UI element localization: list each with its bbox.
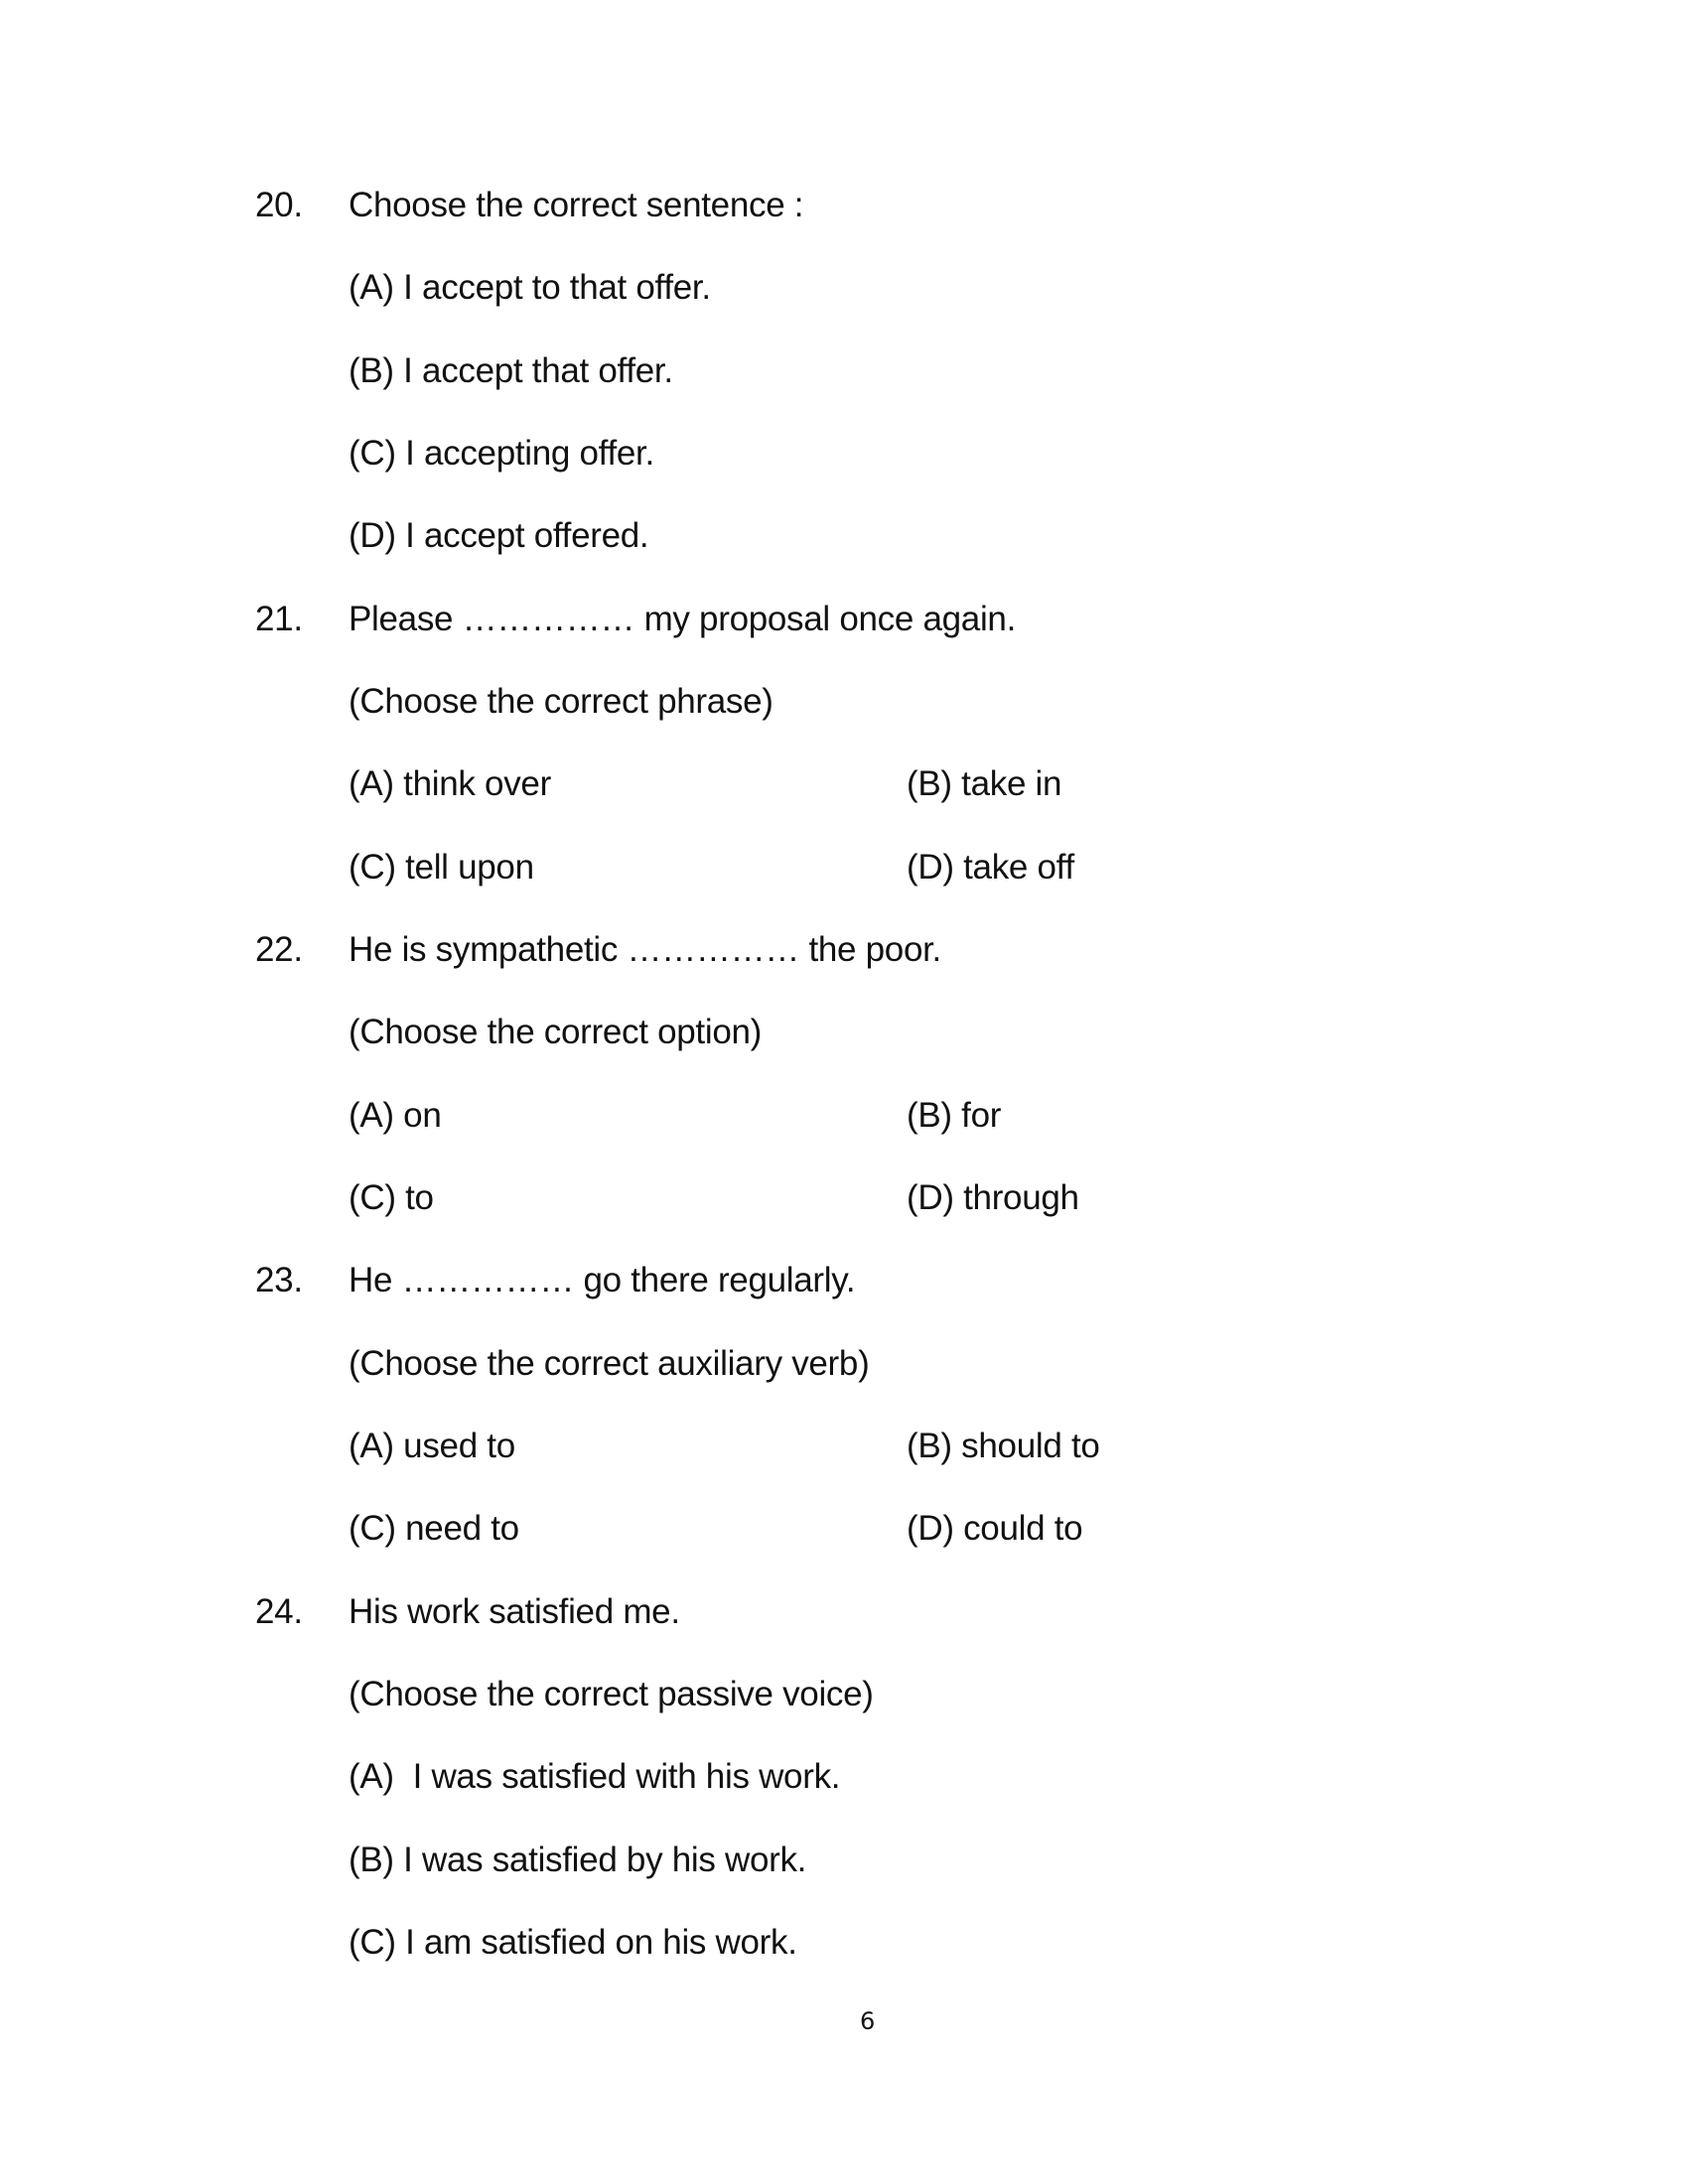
option-b: (B) should to — [907, 1427, 1100, 1465]
question-instruction: (Choose the correct auxiliary verb) — [349, 1344, 870, 1383]
option-d: (D) through — [907, 1178, 1079, 1217]
question-prompt: Choose the correct sentence : — [349, 186, 804, 224]
question-prompt: Please …………… my proposal once again. — [349, 600, 1017, 638]
question-number: 23. — [255, 1261, 303, 1299]
option-c: (C) tell upon — [349, 848, 534, 887]
question-number: 20. — [255, 186, 303, 224]
option-d: (D) take off — [907, 848, 1074, 887]
question-prompt: He …………… go there regularly. — [349, 1261, 856, 1299]
option-b: (B) for — [907, 1096, 1002, 1135]
option-a: (A) think over — [349, 764, 551, 803]
option-b: (B) I was satisfied by his work. — [349, 1841, 807, 1879]
page-number: 6 — [860, 2007, 876, 2035]
option-b: (B) take in — [907, 764, 1062, 803]
option-d: (D) I accept offered. — [349, 516, 649, 555]
option-c: (C) I am satisfied on his work. — [349, 1923, 797, 1962]
option-c: (C) I accepting offer. — [349, 434, 654, 473]
question-number: 21. — [255, 600, 303, 638]
option-a: (A) I accept to that offer. — [349, 268, 711, 307]
question-instruction: (Choose the correct phrase) — [349, 682, 774, 721]
option-a: (A) used to — [349, 1427, 515, 1465]
option-d: (D) could to — [907, 1509, 1083, 1548]
option-c: (C) need to — [349, 1509, 519, 1548]
option-a: (A) I was satisfied with his work. — [349, 1757, 841, 1796]
option-b: (B) I accept that offer. — [349, 351, 673, 390]
question-instruction: (Choose the correct option) — [349, 1013, 763, 1051]
question-number: 22. — [255, 930, 303, 969]
question-prompt: He is sympathetic …………… the poor. — [349, 930, 941, 969]
question-instruction: (Choose the correct passive voice) — [349, 1675, 874, 1713]
option-a: (A) on — [349, 1096, 442, 1135]
question-number: 24. — [255, 1592, 303, 1631]
question-prompt: His work satisfied me. — [349, 1592, 680, 1631]
option-c: (C) to — [349, 1178, 434, 1217]
